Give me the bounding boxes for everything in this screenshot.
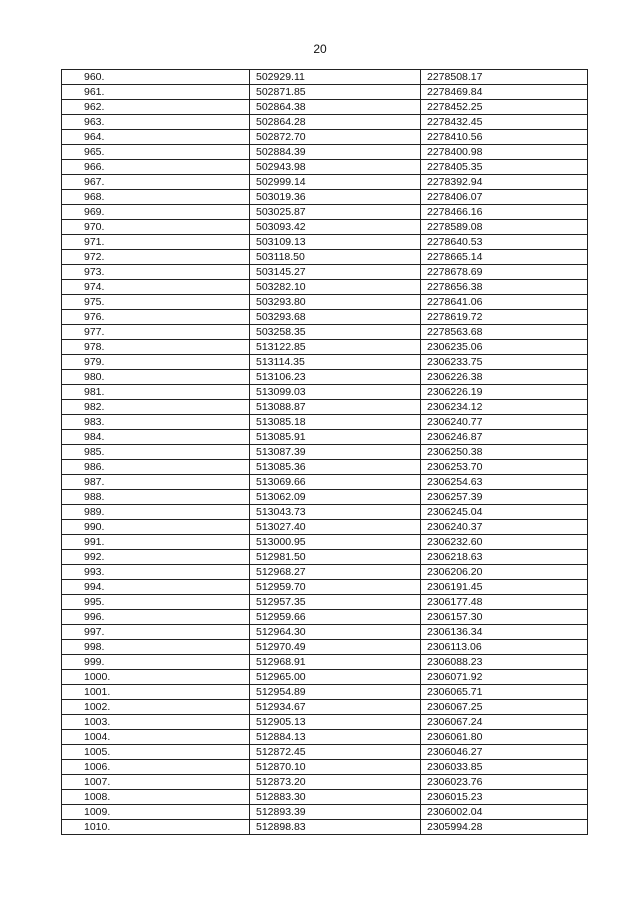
point-number-cell: 1008. xyxy=(62,790,250,805)
y-coordinate-cell: 2306002.04 xyxy=(421,805,588,820)
x-coordinate-cell: 503293.68 xyxy=(250,310,421,325)
table-row xyxy=(62,250,588,265)
table-row xyxy=(62,325,588,340)
point-number-cell: 1007. xyxy=(62,775,250,790)
point-number-cell: 998. xyxy=(62,640,250,655)
y-coordinate-cell: 2306023.76 xyxy=(421,775,588,790)
point-number-cell: 994. xyxy=(62,580,250,595)
y-coordinate-cell: 2278466.16 xyxy=(421,205,588,220)
table-row xyxy=(62,820,588,835)
table-row xyxy=(62,190,588,205)
y-coordinate-cell: 2306033.85 xyxy=(421,760,588,775)
x-coordinate-cell: 513000.95 xyxy=(250,535,421,550)
table-row xyxy=(62,475,588,490)
x-coordinate-cell: 503093.42 xyxy=(250,220,421,235)
point-number-cell: 1010. xyxy=(62,820,250,835)
y-coordinate-cell: 2306065.71 xyxy=(421,685,588,700)
x-coordinate-cell: 513085.18 xyxy=(250,415,421,430)
y-coordinate-cell: 2306218.63 xyxy=(421,550,588,565)
table-row xyxy=(62,775,588,790)
point-number-cell: 966. xyxy=(62,160,250,175)
x-coordinate-cell: 502929.11 xyxy=(250,70,421,85)
point-number-cell: 974. xyxy=(62,280,250,295)
x-coordinate-cell: 513088.87 xyxy=(250,400,421,415)
x-coordinate-cell: 502864.38 xyxy=(250,100,421,115)
y-coordinate-cell: 2278392.94 xyxy=(421,175,588,190)
x-coordinate-cell: 502884.39 xyxy=(250,145,421,160)
point-number-cell: 989. xyxy=(62,505,250,520)
table-row xyxy=(62,505,588,520)
table-row xyxy=(62,355,588,370)
y-coordinate-cell: 2306136.34 xyxy=(421,625,588,640)
y-coordinate-cell: 2278452.25 xyxy=(421,100,588,115)
point-number-cell: 1002. xyxy=(62,700,250,715)
y-coordinate-cell: 2306254.63 xyxy=(421,475,588,490)
table-row xyxy=(62,535,588,550)
page-number: 20 xyxy=(313,42,327,56)
table-row xyxy=(62,175,588,190)
y-coordinate-cell: 2278678.69 xyxy=(421,265,588,280)
table-row xyxy=(62,460,588,475)
y-coordinate-cell: 2306240.37 xyxy=(421,520,588,535)
point-number-cell: 977. xyxy=(62,325,250,340)
x-coordinate-cell: 513087.39 xyxy=(250,445,421,460)
x-coordinate-cell: 512968.91 xyxy=(250,655,421,670)
table-row xyxy=(62,160,588,175)
x-coordinate-cell: 512970.49 xyxy=(250,640,421,655)
y-coordinate-cell: 2306233.75 xyxy=(421,355,588,370)
x-coordinate-cell: 512883.30 xyxy=(250,790,421,805)
x-coordinate-cell: 512959.66 xyxy=(250,610,421,625)
table-row xyxy=(62,385,588,400)
point-number-cell: 986. xyxy=(62,460,250,475)
y-coordinate-cell: 2278400.98 xyxy=(421,145,588,160)
table-row xyxy=(62,595,588,610)
x-coordinate-cell: 512964.30 xyxy=(250,625,421,640)
table-row xyxy=(62,130,588,145)
point-number-cell: 962. xyxy=(62,100,250,115)
y-coordinate-cell: 2306071.92 xyxy=(421,670,588,685)
y-coordinate-cell: 2306088.23 xyxy=(421,655,588,670)
y-coordinate-cell: 2278589.08 xyxy=(421,220,588,235)
y-coordinate-cell: 2306015.23 xyxy=(421,790,588,805)
x-coordinate-cell: 513114.35 xyxy=(250,355,421,370)
y-coordinate-cell: 2306226.19 xyxy=(421,385,588,400)
point-number-cell: 972. xyxy=(62,250,250,265)
table-row xyxy=(62,115,588,130)
table-row xyxy=(62,235,588,250)
y-coordinate-cell: 2305994.28 xyxy=(421,820,588,835)
y-coordinate-cell: 2278563.68 xyxy=(421,325,588,340)
table-row xyxy=(62,445,588,460)
point-number-cell: 1000. xyxy=(62,670,250,685)
x-coordinate-cell: 503118.50 xyxy=(250,250,421,265)
x-coordinate-cell: 512905.13 xyxy=(250,715,421,730)
y-coordinate-cell: 2306206.20 xyxy=(421,565,588,580)
y-coordinate-cell: 2278432.45 xyxy=(421,115,588,130)
x-coordinate-cell: 513043.73 xyxy=(250,505,421,520)
table-row xyxy=(62,370,588,385)
point-number-cell: 995. xyxy=(62,595,250,610)
point-number-cell: 990. xyxy=(62,520,250,535)
y-coordinate-cell: 2278641.06 xyxy=(421,295,588,310)
y-coordinate-cell: 2306246.87 xyxy=(421,430,588,445)
point-number-cell: 975. xyxy=(62,295,250,310)
point-number-cell: 991. xyxy=(62,535,250,550)
point-number-cell: 969. xyxy=(62,205,250,220)
x-coordinate-cell: 512893.39 xyxy=(250,805,421,820)
point-number-cell: 988. xyxy=(62,490,250,505)
table-row xyxy=(62,805,588,820)
point-number-cell: 993. xyxy=(62,565,250,580)
table-row xyxy=(62,550,588,565)
table-row xyxy=(62,145,588,160)
y-coordinate-cell: 2278665.14 xyxy=(421,250,588,265)
point-number-cell: 960. xyxy=(62,70,250,85)
x-coordinate-cell: 512872.45 xyxy=(250,745,421,760)
x-coordinate-cell: 512968.27 xyxy=(250,565,421,580)
y-coordinate-cell: 2306232.60 xyxy=(421,535,588,550)
table-row xyxy=(62,760,588,775)
point-number-cell: 997. xyxy=(62,625,250,640)
table-row xyxy=(62,715,588,730)
table-row xyxy=(62,220,588,235)
point-number-cell: 968. xyxy=(62,190,250,205)
x-coordinate-cell: 512959.70 xyxy=(250,580,421,595)
point-number-cell: 1006. xyxy=(62,760,250,775)
x-coordinate-cell: 513069.66 xyxy=(250,475,421,490)
table-row xyxy=(62,670,588,685)
x-coordinate-cell: 502999.14 xyxy=(250,175,421,190)
table-row xyxy=(62,280,588,295)
point-number-cell: 967. xyxy=(62,175,250,190)
y-coordinate-cell: 2306250.38 xyxy=(421,445,588,460)
x-coordinate-cell: 512954.89 xyxy=(250,685,421,700)
x-coordinate-cell: 502872.70 xyxy=(250,130,421,145)
table-row xyxy=(62,70,588,85)
y-coordinate-cell: 2306234.12 xyxy=(421,400,588,415)
table-row xyxy=(62,730,588,745)
y-coordinate-cell: 2278656.38 xyxy=(421,280,588,295)
x-coordinate-cell: 512934.67 xyxy=(250,700,421,715)
point-number-cell: 984. xyxy=(62,430,250,445)
table-row xyxy=(62,685,588,700)
point-number-cell: 1009. xyxy=(62,805,250,820)
x-coordinate-cell: 513122.85 xyxy=(250,340,421,355)
y-coordinate-cell: 2306067.24 xyxy=(421,715,588,730)
point-number-cell: 964. xyxy=(62,130,250,145)
table-row xyxy=(62,610,588,625)
point-number-cell: 987. xyxy=(62,475,250,490)
point-number-cell: 1005. xyxy=(62,745,250,760)
y-coordinate-cell: 2306245.04 xyxy=(421,505,588,520)
table-row xyxy=(62,745,588,760)
y-coordinate-cell: 2278508.17 xyxy=(421,70,588,85)
y-coordinate-cell: 2306240.77 xyxy=(421,415,588,430)
y-coordinate-cell: 2306177.48 xyxy=(421,595,588,610)
x-coordinate-cell: 513099.03 xyxy=(250,385,421,400)
coordinates-table xyxy=(61,69,588,835)
table-row xyxy=(62,625,588,640)
table-row xyxy=(62,205,588,220)
point-number-cell: 999. xyxy=(62,655,250,670)
point-number-cell: 985. xyxy=(62,445,250,460)
point-number-cell: 973. xyxy=(62,265,250,280)
y-coordinate-cell: 2306113.06 xyxy=(421,640,588,655)
x-coordinate-cell: 502864.28 xyxy=(250,115,421,130)
x-coordinate-cell: 502871.85 xyxy=(250,85,421,100)
y-coordinate-cell: 2278405.35 xyxy=(421,160,588,175)
y-coordinate-cell: 2278406.07 xyxy=(421,190,588,205)
point-number-cell: 963. xyxy=(62,115,250,130)
table-row xyxy=(62,790,588,805)
y-coordinate-cell: 2278619.72 xyxy=(421,310,588,325)
table-row xyxy=(62,565,588,580)
point-number-cell: 970. xyxy=(62,220,250,235)
table-row xyxy=(62,580,588,595)
table-row xyxy=(62,295,588,310)
table-row xyxy=(62,520,588,535)
coordinates-table-body xyxy=(62,70,588,835)
x-coordinate-cell: 513085.36 xyxy=(250,460,421,475)
x-coordinate-cell: 512957.35 xyxy=(250,595,421,610)
x-coordinate-cell: 503145.27 xyxy=(250,265,421,280)
point-number-cell: 992. xyxy=(62,550,250,565)
point-number-cell: 971. xyxy=(62,235,250,250)
x-coordinate-cell: 513106.23 xyxy=(250,370,421,385)
x-coordinate-cell: 503109.13 xyxy=(250,235,421,250)
x-coordinate-cell: 512873.20 xyxy=(250,775,421,790)
y-coordinate-cell: 2306226.38 xyxy=(421,370,588,385)
x-coordinate-cell: 512870.10 xyxy=(250,760,421,775)
x-coordinate-cell: 503019.36 xyxy=(250,190,421,205)
table-row xyxy=(62,430,588,445)
x-coordinate-cell: 512898.83 xyxy=(250,820,421,835)
table-row xyxy=(62,700,588,715)
point-number-cell: 978. xyxy=(62,340,250,355)
table-row xyxy=(62,340,588,355)
point-number-cell: 979. xyxy=(62,355,250,370)
table-row xyxy=(62,100,588,115)
point-number-cell: 982. xyxy=(62,400,250,415)
point-number-cell: 1004. xyxy=(62,730,250,745)
point-number-cell: 980. xyxy=(62,370,250,385)
y-coordinate-cell: 2278640.53 xyxy=(421,235,588,250)
point-number-cell: 981. xyxy=(62,385,250,400)
y-coordinate-cell: 2306061.80 xyxy=(421,730,588,745)
table-row xyxy=(62,640,588,655)
x-coordinate-cell: 513027.40 xyxy=(250,520,421,535)
point-number-cell: 1001. xyxy=(62,685,250,700)
point-number-cell: 961. xyxy=(62,85,250,100)
point-number-cell: 983. xyxy=(62,415,250,430)
x-coordinate-cell: 513062.09 xyxy=(250,490,421,505)
y-coordinate-cell: 2306067.25 xyxy=(421,700,588,715)
table-row xyxy=(62,400,588,415)
table-row xyxy=(62,415,588,430)
x-coordinate-cell: 513085.91 xyxy=(250,430,421,445)
y-coordinate-cell: 2306046.27 xyxy=(421,745,588,760)
x-coordinate-cell: 512981.50 xyxy=(250,550,421,565)
y-coordinate-cell: 2306257.39 xyxy=(421,490,588,505)
table-row xyxy=(62,310,588,325)
x-coordinate-cell: 512965.00 xyxy=(250,670,421,685)
x-coordinate-cell: 512884.13 xyxy=(250,730,421,745)
point-number-cell: 1003. xyxy=(62,715,250,730)
x-coordinate-cell: 503282.10 xyxy=(250,280,421,295)
y-coordinate-cell: 2278410.56 xyxy=(421,130,588,145)
y-coordinate-cell: 2306235.06 xyxy=(421,340,588,355)
y-coordinate-cell: 2306157.30 xyxy=(421,610,588,625)
table-row xyxy=(62,655,588,670)
table-row xyxy=(62,490,588,505)
y-coordinate-cell: 2306253.70 xyxy=(421,460,588,475)
point-number-cell: 976. xyxy=(62,310,250,325)
x-coordinate-cell: 503293.80 xyxy=(250,295,421,310)
y-coordinate-cell: 2278469.84 xyxy=(421,85,588,100)
point-number-cell: 996. xyxy=(62,610,250,625)
point-number-cell: 965. xyxy=(62,145,250,160)
y-coordinate-cell: 2306191.45 xyxy=(421,580,588,595)
x-coordinate-cell: 503258.35 xyxy=(250,325,421,340)
table-row xyxy=(62,85,588,100)
table-row xyxy=(62,265,588,280)
x-coordinate-cell: 502943.98 xyxy=(250,160,421,175)
x-coordinate-cell: 503025.87 xyxy=(250,205,421,220)
